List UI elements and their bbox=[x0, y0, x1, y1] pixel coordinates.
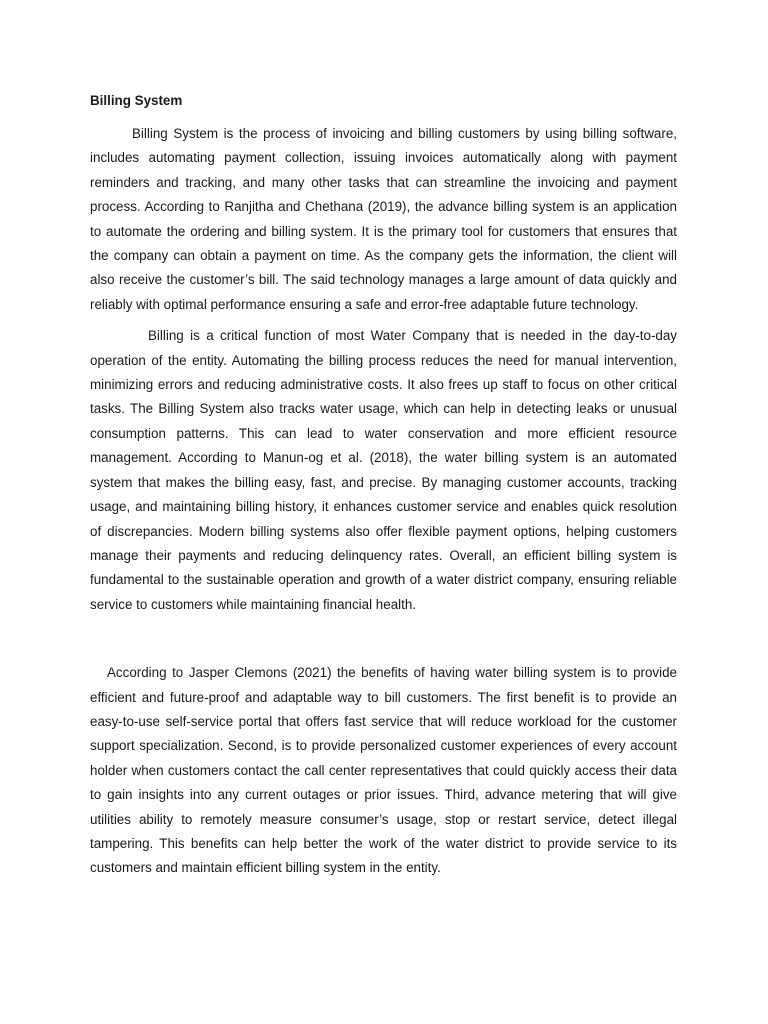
paragraph-billing-definition: Billing System is the process of invoicing and billing customers by using billing software, includes automating payment collection, issuing invoices automatically along with payment reminders and tracking, and many other tasks that can streamline the invoicing and payment process. According to Ranjitha and Chethana (2019), the advance billing system is an application to automate the ordering and billing system. It is the primary tool for customers that ensures that the company can obtain a payment on time. As the company gets the information, the client will also receive the customer’s bill. The said technology manages a large amount of data quickly and reliably with optimal performance ensuring a safe and error-free adaptable future technology. bbox=[90, 126, 677, 312]
paragraph-billing-benefits: According to Jasper Clemons (2021) the benefits of having water billing system is to provide efficient and future-proof and adaptable way to bill customers. The first benefit is to provide an easy-to-use self-service portal that offers fast service that will reduce workload for the customer support specialization. Second, is to provide personalized customer experiences of every account holder when customers contact the call center representatives that could quickly access their data to gain insights into any current outages or prior issues. Third, advance metering that will give utilities ability to remotely measure consumer’s usage, stop or restart service, detect illegal tampering. This benefits can help better the work of the water district to provide service to its customers and maintain efficient billing system in the entity. bbox=[90, 665, 677, 876]
document-page bbox=[90, 92, 677, 881]
paragraph-billing-function: Billing is a critical function of most Water Company that is needed in the day-to-day operation of the entity. Automating the billing process reduces the need for manual intervention, minimizing errors and reducing administrative costs. It also frees up staff to focus on other critical tasks. The Billing System also tracks water usage, which can help in detecting leaks or unusual consumption patterns. This can lead to water conservation and more efficient resource management. According to Manun-og et al. (2018), the water billing system is an automated system that makes the billing easy, fast, and precise. By managing customer accounts, tracking usage, and maintaining billing history, it enhances customer service and enables quick resolution of discrepancies. Modern billing systems also offer flexible payment options, helping customers manage their payments and reducing delinquency rates. Overall, an efficient billing system is fundamental to the sustainable operation and growth of a water district company, ensuring reliable service to customers while maintaining financial health. bbox=[90, 328, 677, 612]
section-heading: Billing System bbox=[90, 93, 183, 108]
